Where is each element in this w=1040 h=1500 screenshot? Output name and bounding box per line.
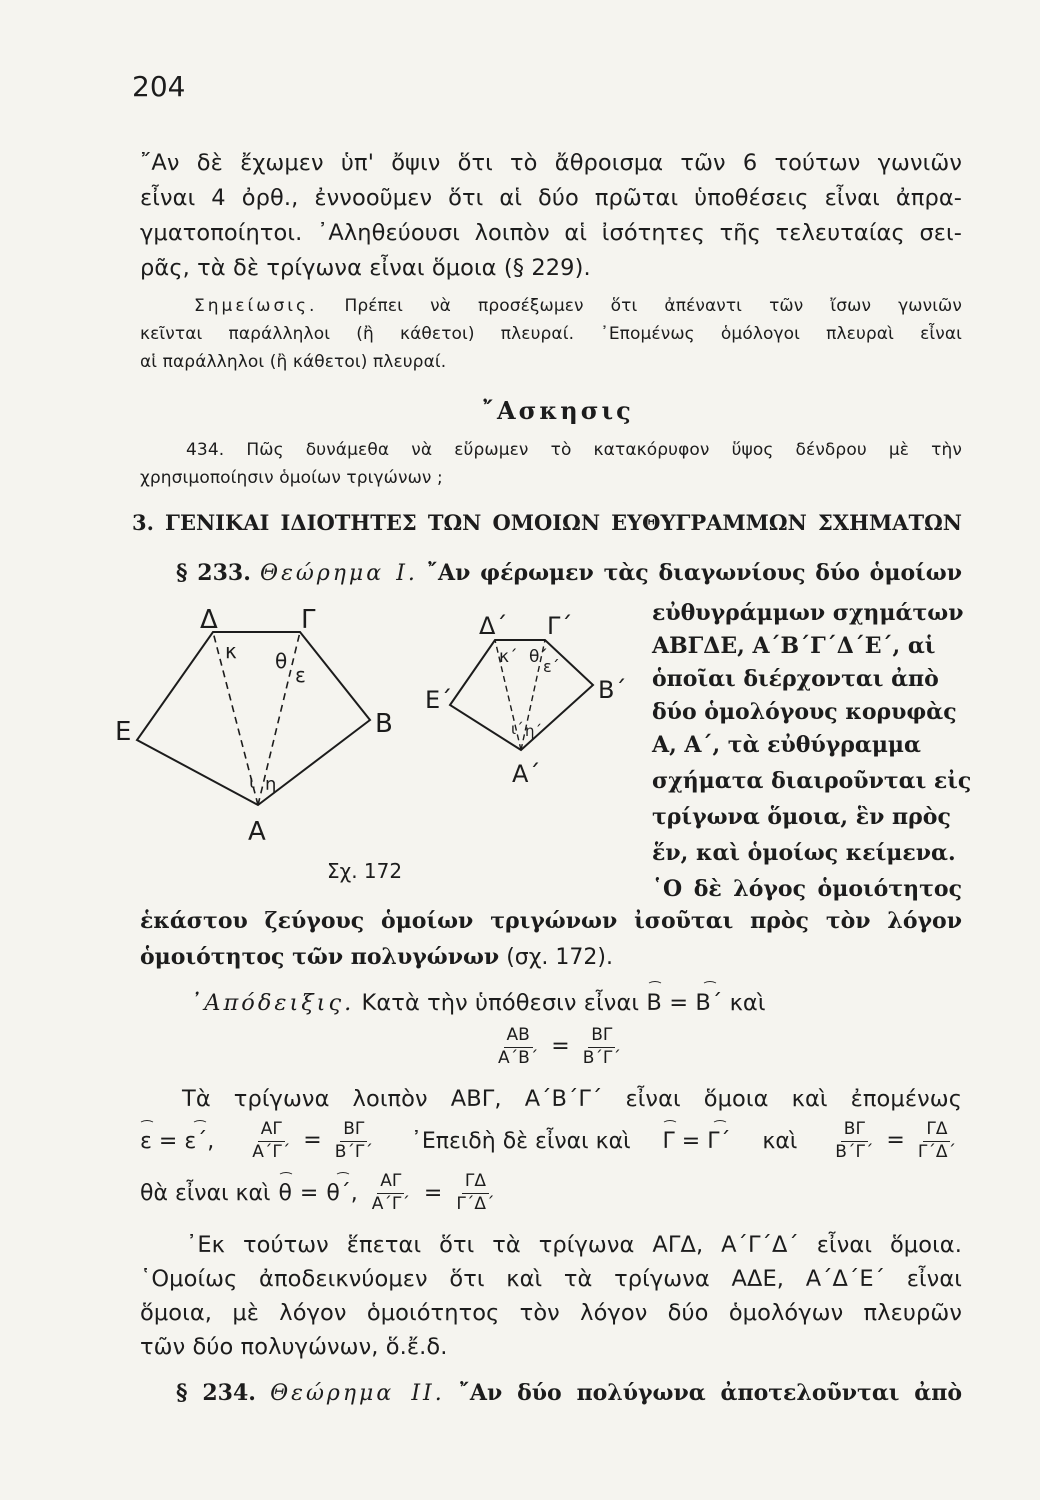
equals-sign: = [158, 1128, 178, 1154]
theorem-line: ἕν, καὶ ὁμοίως κείμενα. [652, 840, 956, 866]
note-label: Σημείωσις. [194, 296, 318, 316]
theorem-line: ἑκάστου ζεύγους ὁμοίων τριγώνων ἰσοῦται πρὸς τὸν λόγον [140, 908, 962, 934]
proof-text: ᾿Επειδὴ δὲ εἶναι καὶ [410, 1128, 631, 1154]
section-heading: 3. ΓΕΝΙΚΑΙ ΙΔΙΟΤΗΤΕΣ ΤΩΝ ΟΜΟΙΩΝ ΕΥΘΥΓΡΑΜΜΩΝ ΣΧΗΜΑΤΩΝ [132, 510, 962, 535]
label-big-theta: θ [275, 649, 288, 673]
label-small-d: Δ΄ [479, 612, 508, 640]
denominator: Β΄Γ΄ [582, 1047, 621, 1068]
theorem-number: § 233. [176, 560, 251, 586]
denominator: Β΄Γ΄ [835, 1141, 874, 1162]
figure-caption: Σχ. 172 [327, 859, 403, 883]
angle-gamma-prime: Γ΄ [707, 1128, 731, 1154]
proof-equation-line [140, 1172, 500, 1214]
theorem-text: ῎Αν φέρωμεν τὰς διαγωνίους δύο ὁμοίων [427, 560, 962, 586]
angle-equality [662, 1129, 730, 1154]
theorem-label: Θεώρημα Ι. [260, 561, 418, 586]
label-small-iota: ι΄ [511, 720, 524, 738]
numerator: ΑΒ [504, 1026, 533, 1048]
label-small-k: κ΄ [499, 647, 518, 667]
label-big-a: Α [248, 817, 266, 847]
proof-line: ᾿Εκ τούτων ἕπεται ὅτι τὰ τρίγωνα ΑΓΔ, Α΄Γ΄Δ΄ εἶναι ὅμοια. [186, 1232, 962, 1258]
denominator: Α΄Γ΄ [371, 1193, 410, 1214]
angle-equality [140, 1129, 214, 1154]
theorem-line: Α, Α΄, τὰ εὐθύγραμμα [652, 732, 921, 758]
exercise-heading: ῎Ασκησις [482, 396, 634, 425]
theorem-line: δύο ὁμολόγους κορυφὰς [652, 699, 957, 725]
paragraph-line: εἶναι 4 ὀρθ., ἐννοοῦμεν ὅτι αἱ δύο πρῶται ὑποθέσεις εἶναι ἀπρα- [140, 185, 962, 211]
denominator: Β΄Γ΄ [334, 1141, 373, 1162]
proof-text: Κατὰ τὴν ὑπόθεσιν εἶναι [361, 990, 640, 1016]
fraction [453, 1172, 497, 1214]
fraction [249, 1120, 293, 1162]
theorem-number: § 234. [176, 1380, 256, 1406]
proof-equation-line [140, 1120, 962, 1162]
fraction [915, 1120, 959, 1162]
fraction [495, 1026, 541, 1068]
paragraph-line: ρᾶς, τὰ δὲ τρίγωνα εἶναι ὅμοια (§ 229). [140, 255, 591, 281]
label-big-g: Γ [301, 605, 316, 635]
angle-theta: θ [278, 1180, 292, 1206]
proof-line: τῶν δύο πολυγώνων, ὅ.ἔ.δ. [140, 1334, 448, 1360]
proof-line: ῾Ομοίως ἀποδεικνύομεν ὅτι καὶ τὰ τρίγωνα ΑΔΕ, Α΄Δ΄Ε΄ εἶναι [140, 1266, 962, 1292]
proof-line: ὅμοια, μὲ λόγον ὁμοιότητος τὸν λόγον δύο ὁμολόγων πλευρῶν [140, 1300, 962, 1326]
theorem-label: Θεώρημα ΙΙ. [270, 1381, 445, 1406]
page-number: 204 [132, 70, 186, 103]
equals-sign: = [551, 1034, 570, 1060]
theorem-line: σχήματα διαιροῦνται εἰς [652, 768, 972, 794]
label-big-e: Ε [115, 717, 132, 747]
proof-text: καὶ [762, 1128, 798, 1154]
figure-reference: (σχ. 172). [506, 945, 613, 970]
numerator: ΓΔ [923, 1120, 950, 1142]
ratio-equation [492, 1026, 627, 1068]
label-small-eta: η΄ [525, 722, 543, 740]
angle-theta-prime: θ΄, [326, 1180, 358, 1206]
paragraph-line: ῎Αν δὲ ἔχωμεν ὑπ' ὄψιν ὅτι τὸ ἄθροισμα τῶν 6 τούτων γωνιῶν [140, 150, 962, 176]
exercise-line: 434. Πῶς δυνάμεθα νὰ εὕρωμεν τὸ κατακόρυφον ὕψος δένδρου μὲ τὴν [186, 440, 962, 460]
figure-172 [115, 600, 645, 890]
note-line [194, 296, 962, 316]
note-line: αἱ παράλληλοι (ἢ κάθετοι) πλευραί. [140, 352, 447, 372]
theorem-text: ῎Αν δύο πολύγωνα ἀποτελοῦνται ἀπὸ [458, 1380, 962, 1406]
fraction [832, 1120, 876, 1162]
label-small-a: Α΄ [512, 760, 541, 788]
theorem-line: ΑΒΓΔΕ, Α΄Β΄Γ΄Δ΄Ε΄, αἱ [652, 633, 936, 659]
label-big-epsilon: ε [295, 663, 306, 687]
denominator: Γ΄Δ΄ [456, 1193, 495, 1214]
label-big-b: Β [375, 709, 393, 739]
label-big-iota: ι [249, 772, 256, 793]
label-big-d: Δ [200, 605, 218, 635]
theorem-text: ὁμοιότητος τῶν πολυγώνων [140, 944, 500, 970]
equals-sign: = [299, 1180, 319, 1206]
angle-b: Β [646, 990, 662, 1016]
angle-epsilon-prime: ε΄, [184, 1128, 215, 1154]
proof-line [190, 990, 766, 1016]
theorem-line: εὐθυγράμμων σχημάτων [652, 600, 964, 626]
label-small-epsilon: ε΄ [543, 657, 560, 676]
denominator: Α΄Γ΄ [252, 1141, 291, 1162]
angle-epsilon: ε [140, 1128, 152, 1154]
equals-sign: = [303, 1128, 322, 1154]
fraction [332, 1120, 376, 1162]
fraction [369, 1172, 413, 1214]
label-big-eta: η [265, 774, 277, 795]
denominator: Α΄Β΄ [498, 1047, 539, 1068]
theorem-line: ῾Ο δὲ λόγος ὁμοιότητος [652, 876, 962, 902]
equals-sign: = [669, 990, 689, 1016]
numerator: ΒΓ [340, 1120, 367, 1142]
exercise-line: χρησιμοποίησιν ὁμοίων τριγώνων ; [140, 468, 443, 488]
numerator: ΑΓ [258, 1120, 285, 1142]
label-small-g: Γ΄ [547, 612, 573, 640]
numerator: ΓΔ [462, 1172, 489, 1194]
theorem-line: ὁποῖαι διέρχονται ἀπὸ [652, 666, 939, 692]
label-small-b: Β΄ [598, 676, 627, 704]
numerator: ΒΓ [588, 1026, 615, 1048]
label-small-e: Ε΄ [425, 686, 453, 714]
paragraph-line: γματοποίητοι. ᾿Αληθεύουσι λοιπὸν αἱ ἰσότητες τῆς τελευταίας σει- [140, 220, 962, 246]
theorem-line [176, 560, 962, 586]
note-line: κεῖνται παράλληλοι (ἢ κάθετοι) πλευραί. ᾿Επομένως ὁμόλογοι πλευραὶ εἶναι [140, 324, 962, 344]
fraction [580, 1026, 624, 1068]
proof-label: ᾿Απόδειξις. [190, 990, 355, 1016]
note-text: Πρέπει νὰ προσέξωμεν ὅτι ἀπέναντι τῶν ἴσων γωνιῶν [344, 296, 962, 316]
numerator: ΒΓ [841, 1120, 868, 1142]
numerator: ΑΓ [377, 1172, 404, 1194]
proof-text: θὰ εἶναι καὶ [140, 1180, 271, 1206]
denominator: Γ΄Δ΄ [917, 1141, 956, 1162]
equals-sign: = [423, 1180, 443, 1206]
proof-line: Τὰ τρίγωνα λοιπὸν ΑΒΓ, Α΄Β΄Γ΄ εἶναι ὅμοια καὶ ἐπομένως [182, 1086, 962, 1112]
angle-gamma: Γ [662, 1128, 675, 1154]
ratio-equality [246, 1120, 379, 1162]
theorem-line [176, 1380, 962, 1406]
theorem-line [140, 944, 613, 970]
equals-sign: = [886, 1128, 905, 1154]
label-small-theta: θ΄ [529, 647, 548, 667]
label-big-k: κ [225, 639, 237, 663]
angle-b-prime: Β΄ [695, 990, 723, 1016]
ratio-equality [829, 1120, 962, 1162]
proof-text: καὶ [729, 990, 766, 1016]
equals-sign: = [681, 1128, 701, 1154]
theorem-line: τρίγωνα ὅμοια, ἓν πρὸς [652, 804, 951, 830]
